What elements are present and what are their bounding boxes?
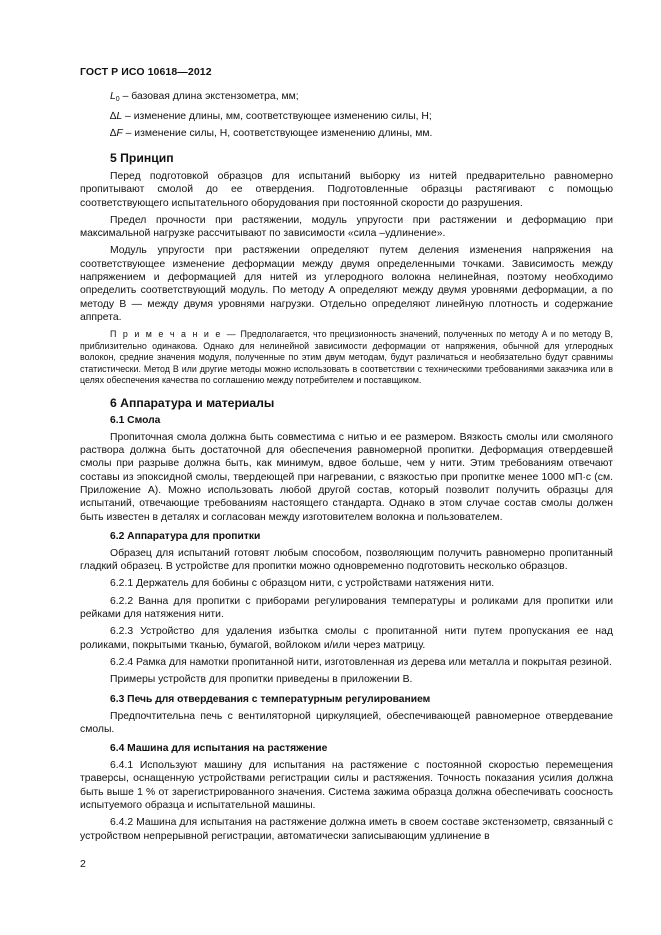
note-text: Предполагается, что прецизионность значений, полученных по методу А и по методу В, приблизительно одинакова. Однако для нелинейной зависимости деформации от напряжения, обычной для углеродных волокон, средние значения модуля, полученные по этим двум методам, будут различаться и необязательно будут сравнимы статистически. Метод В или другие методы можно использовать в соответствии с техническими требованиями заказчика или в целях обеспечения качества по соглашению между потребителем и поставщиком. — [80, 329, 613, 386]
section-5-title: 5 Принцип — [110, 151, 174, 165]
section-6-2-title: 6.2 Аппаратура для пропитки — [110, 530, 261, 542]
definition-item — [110, 108, 613, 125]
section-5-paragraph: Предел прочности при растяжении, модуль упругости при растяжении и деформацию при максимальной нагрузке рассчитывают по зависимости «сила –удлинение». — [80, 214, 613, 240]
definition-symbol: L — [110, 91, 116, 102]
definition-item — [110, 88, 613, 108]
symbol-definitions — [110, 88, 613, 142]
note-label: П р и м е ч а н и е — — [110, 329, 238, 340]
section-6-3-paragraph: Предпочтительна печь с вентиляторной циркуляцией, обеспечивающей равномерное отвердевание смолы. — [80, 710, 613, 735]
section-6-4-title: 6.4 Машина для испытания на растяжение — [110, 743, 328, 755]
section-6-4-1-paragraph: 6.4.1 Используют машину для испытания на растяжение с постоянной скоростью перемещения траверсы, оснащенную устройствами регистрации силы и растяжения. Точность показания усилия должна быть выше 1 % от зарегистрированного значения. Система зажима образца должна обеспечивать соосность испытуемого образца и испытательной машины. — [80, 760, 613, 811]
definition-text: – базовая длина экстензометра, мм; — [119, 91, 299, 102]
definition-subscript: 0 — [115, 96, 120, 103]
definition-symbol: ∆L — [110, 111, 123, 122]
section-6-2-paragraph: Образец для испытаний готовят любым способом, позволяющим получить равномерно пропитанный гладкий образец. В устройстве для пропитки можно одновременно подготовить несколько образцов. — [80, 547, 613, 573]
section-6-2-examples: Примеры устройств для пропитки приведены в приложении В. — [110, 674, 413, 686]
section-6-title: 6 Аппаратура и материалы — [110, 395, 275, 410]
definition-symbol: ∆F — [110, 128, 123, 139]
definition-item — [110, 125, 613, 142]
section-6-2-4-paragraph: 6.2.4 Рамка для намотки пропитанной нити, изготовленная из дерева или металла и покрытая резиной. — [110, 656, 612, 668]
page-number: 2 — [80, 858, 86, 870]
section-6-1-title: 6.1 Смола — [110, 414, 161, 426]
section-5-note — [80, 329, 613, 387]
section-6-2-1-paragraph: 6.2.1 Держатель для бобины с образцом нити, с устройствами натяжения нити. — [110, 578, 495, 590]
section-5-paragraph: Модуль упругости при растяжении определяют путем деления изменения напряжения на соответствующее изменение деформации между двумя определенными точками. Зависимость между напряжением и деформацией для нитей из углеродного волокна нелинейная, поэтому необходимо определить соответствующий модуль. По методу А определяют между двумя уровнями деформации, а по методу В — между двумя уровнями нагрузки. Отдельно определяют линейную плотность и содержание аппрета. — [80, 245, 613, 323]
section-6-4-2-paragraph: 6.4.2 Машина для испытания на растяжение должна иметь в своем составе экстензометр, связанный с устройством непрерывной регистрации, автоматически записывающим удлинение в — [80, 817, 613, 842]
section-5-paragraph: Перед подготовкой образцов для испытаний выборку из нитей предварительно равномерно пропитывают смолой до ее отвердения. Подготовленные образцы растягивают с помощью соответствующего испытательного оборудования при постоянной скорости до разрушения. — [80, 171, 613, 209]
section-6-2-3-paragraph: 6.2.3 Устройство для удаления избытка смолы с пропитанной нити путем пропускания ее над роликами, покрытыми тканью, бумагой, войлоком и/или через матрицу. — [80, 626, 613, 651]
document-header: ГОСТ Р ИСО 10618—2012 — [80, 66, 212, 78]
document-body — [80, 88, 613, 843]
section-6-3-title: 6.3 Печь для отвердевания с температурным регулированием — [110, 693, 431, 705]
definition-text: – изменение длины, мм, соответствующее изменению силы, Н; — [122, 111, 432, 122]
section-6-1-paragraph: Пропиточная смола должна быть совместима с нитью и ее размером. Вязкость смолы или смоляного раствора должна быть достаточной для обеспечения равномерной пропитки. Деформация отвердевшей смолы при разрыве должна быть, как минимум, вдвое больше, чем у нити. Этим требованиям отвечают составы из эпоксидной смолы, твердеющей при нагревании, с вязкостью при пропитке менее 1000 мП·с (см. Приложение А). Можно использовать любой другой состав, который позволит получить образцы для испытаний, отвечающие требованиям настоящего стандарта. Однако в этом случае состав смолы должен быть известен в деталях и согласован между изготовителем волокна и пользователем. — [80, 431, 613, 523]
section-6-2-2-paragraph: 6.2.2 Ванна для пропитки с приборами регулирования температуры и роликами для пропитки или рейками для натяжения нити. — [80, 595, 613, 621]
definition-text: – изменение силы, Н, соответствующее изменению длины, мм. — [122, 128, 433, 139]
